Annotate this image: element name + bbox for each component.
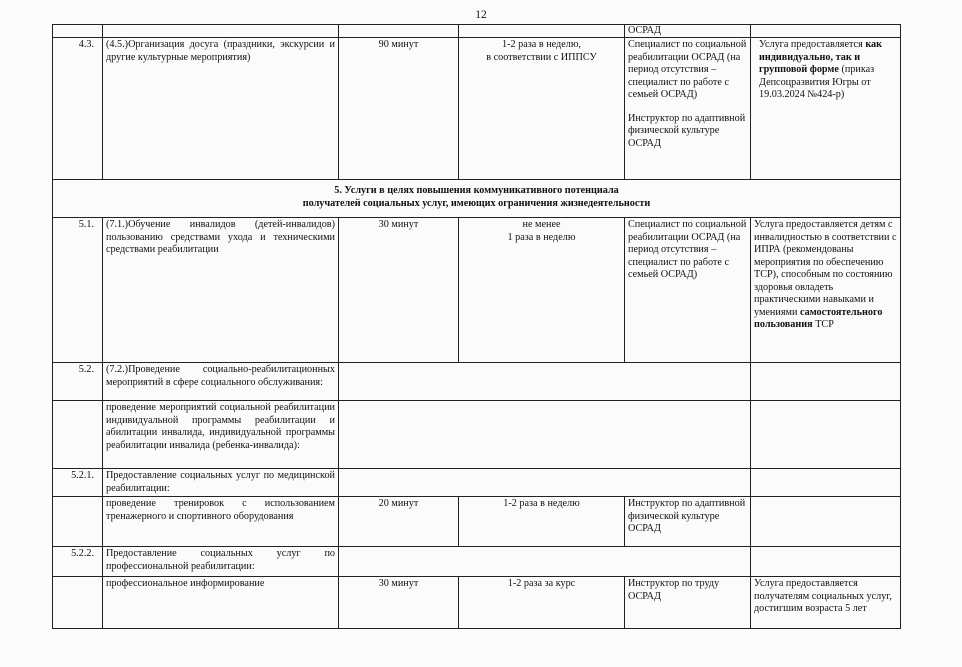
table-row-4-3 (53, 38, 901, 180)
service-subname: проведение тренировок с использованием тренажерного и спортивного оборудования (103, 497, 339, 547)
service-name: (7.1.)Обучение инвалидов (детей-инвалидов) пользованию средствами ухода и техническими средствами реабилитации (103, 218, 339, 363)
table-row-5-2-sub (53, 401, 901, 469)
service-note: Услуга предоставляется получателям социальных услуг, достигшим возраста 5 лет (751, 577, 901, 629)
service-subname: проведение мероприятий социальной реабилитации индивидуальной программы реабилитации и абилитации инвалида, индивидуальной программы реабилитации инвалида (ребенка-инвалида): (103, 401, 339, 469)
note-text: ТСР (812, 318, 834, 330)
table-row-5-2-2-sub (53, 577, 901, 629)
service-name: Предоставление социальных услуг по медицинской реабилитации: (103, 469, 339, 497)
specialist-primary: Специалист по социальной реабилитации ОСРАД (на период отсутствия – специалист по работе с семьей ОСРАД) (628, 39, 747, 101)
specialist-secondary: Инструктор по адаптивной физической культуре ОСРАД (628, 112, 746, 149)
row-number: 5.2.1. (53, 469, 103, 497)
note-text: Услуга предоставляется детям с инвалидностью в соответствии с ИПРА (рекомендованы мероприятия по обеспечению ТСР), способным по состоянию здоровья овладеть практическими навыками и умениями (754, 219, 897, 318)
service-specialist (625, 38, 751, 180)
table-row-5-1 (53, 218, 901, 363)
section-title (53, 180, 901, 218)
table-row-5-2-1 (53, 469, 901, 497)
table-row-continuation (53, 25, 901, 38)
row-number: 5.2. (53, 363, 103, 401)
section-title-line2: получателей социальных услуг, имеющих ограничения жизнедеятельности (302, 197, 651, 209)
service-frequency: не менее 1 раза в неделю (459, 218, 625, 363)
row-number: 5.2.2. (53, 547, 103, 577)
note-bold: как индивидуально, так и групповой форме (759, 39, 883, 76)
table-row-5-2 (53, 363, 901, 401)
service-specialist: Инструктор по адаптивной физической культуре ОСРАД (625, 497, 751, 547)
service-note (751, 38, 901, 180)
services-table (52, 24, 901, 629)
service-time: 30 минут (339, 218, 459, 363)
service-specialist: Инструктор по труду ОСРАД (625, 577, 751, 629)
service-name: (7.2.)Проведение социально-реабилитационных мероприятий в сфере социального обслуживания: (103, 363, 339, 401)
note-bold: самостоятельного пользования (754, 306, 883, 330)
row-number: 5.1. (53, 218, 103, 363)
service-time: 30 минут (339, 577, 459, 629)
service-time: 20 минут (339, 497, 459, 547)
service-frequency: 1-2 раза за курс (459, 577, 625, 629)
row-number: 4.3. (53, 38, 103, 180)
service-name: (4.5.)Организация досуга (праздники, экскурсии и другие культурные мероприятия) (103, 38, 339, 180)
section-title-line1: 5. Услуги в целях повышения коммуникативного потенциала (334, 185, 619, 197)
note-text: Услуга предоставляется (759, 39, 866, 51)
note-text: (приказ Депсоцразвития Югры от 19.03.2024 №424-р) (759, 64, 875, 101)
page-number: 12 (475, 9, 487, 21)
service-subname: профессиональное информирование (103, 577, 339, 629)
table-row-5-2-2 (53, 547, 901, 577)
service-specialist: Специалист по социальной реабилитации ОСРАД (на период отсутствия – специалист по работе с семьей ОСРАД) (625, 218, 751, 363)
service-frequency: 1-2 раза в неделю (459, 497, 625, 547)
table-row-5-2-1-sub (53, 497, 901, 547)
service-time: 90 минут (339, 38, 459, 180)
service-note (751, 218, 901, 363)
service-name: Предоставление социальных услуг по профессиональной реабилитации: (103, 547, 339, 577)
spec-cell: ОСРАД (625, 25, 751, 38)
section-header-5 (53, 180, 901, 218)
service-frequency: 1-2 раза в неделю, в соответствии с ИППСУ (459, 38, 625, 180)
